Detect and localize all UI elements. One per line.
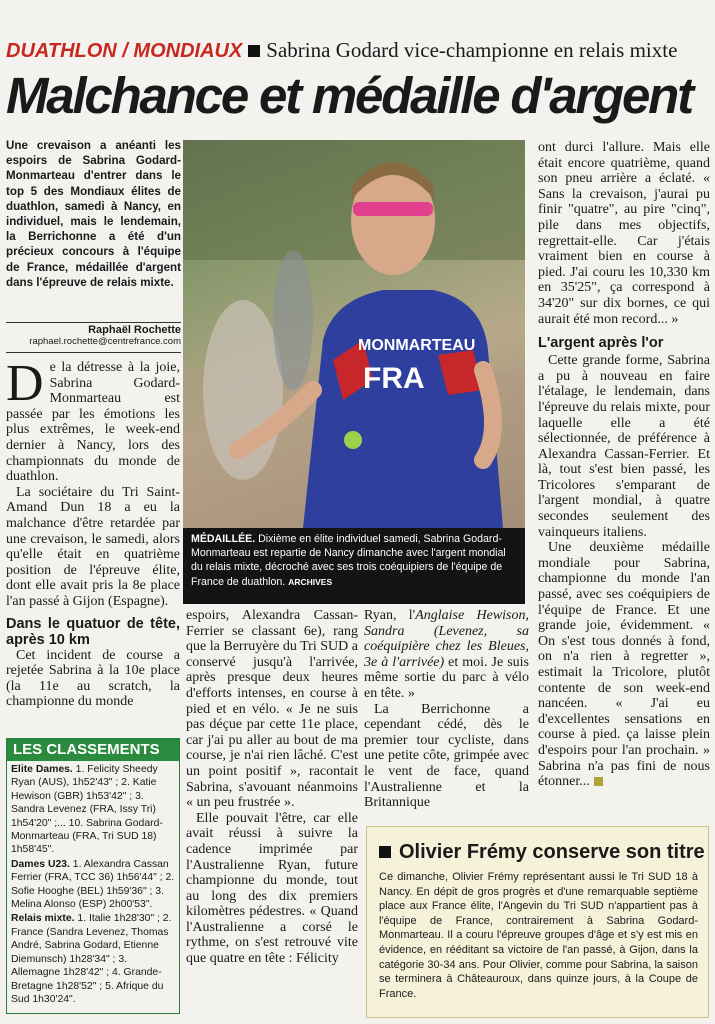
col4-subheading: L'argent après l'or — [538, 335, 664, 352]
column-2 — [186, 608, 358, 1018]
byline-top-rule — [6, 322, 181, 323]
col3-paragraph-2: La Berrichonne a cependant cédé, dès le premier tour cycliste, dans une petite côte, grimpée avec le vent de face, quand l'Australienne et la Britannique — [364, 701, 529, 811]
lede: Une crevaison a anéanti les espoirs de Sabrina Godard-Monmarteau d'entrer dans le top 5 des Mondiaux élites de duathlon, samedi à Nancy, en individuel, mais le lendemain, la Berrichonne a été d'un précieux concours à l'équipe de France, médaillée d'argent dans l'épreuve de relais mixte. — [6, 139, 181, 289]
photo-caption — [183, 528, 525, 604]
byline — [6, 324, 181, 347]
col3-text-a: Ryan, l' — [364, 608, 416, 623]
column-1 — [6, 360, 180, 736]
classement-relais-text: 1. Italie 1h28'30" ; 2. France (Sandra Levenez, Thomas André, Sabrina Godard, Etienne Diemunsch) 1h28'34" ; 3. Allemagne 1h28'42" ; 4. Grande-Bretagne 1h28'52" ; 5. Afrique du Sud 1h30'24". — [11, 913, 172, 1005]
col2-paragraph-2: Elle pouvait l'être, car elle avait réussi à suivre la cadence imprimée par l'Australienne Ryan, future championne du monde, tout au long des dix premiers kilomètres pédestres. « Quand l'Australienne a corsé le rythme, on s'est retrouvé vite que quatre en tête : Félicity — [186, 810, 358, 967]
caption-text: Dixième en élite individuel samedi, Sabrina Godard-Monmarteau est repartie de Nancy dimanche avec l'argent mondial du relais mixte, décroché avec ses trois coéquipiers de l'équipe de France de duathlon. — [191, 533, 506, 588]
classements-box — [6, 738, 180, 1014]
athlete-photo — [183, 140, 525, 528]
fremy-box — [366, 826, 709, 1018]
athlete-illustration — [183, 140, 525, 528]
byline-email: raphael.rochette@centrefrance.com — [29, 336, 181, 347]
col1-paragraph-2: La sociétaire du Tri Saint-Amand Dun 18 a eu la malchance d'être retardée par une crevaison, le samedi, alors qu'elle était en quatrième position de l'épreuve élite, dont elle avait pris la 8e place l'an passé à Gijon (Espagne). — [6, 484, 180, 609]
classement-elite-text: 1. Felicity Sheedy Ryan (AUS), 1h52'43" ; 2. Katie Hewison (GBR) 1h53'42" ; 3. Sandra Levenez (FRA, Issy Tri) 1h54'20" ;... 10. Sabrina Godard-Monmarteau (FRA, Tri SUD 18) 1h58'45". — [11, 764, 163, 856]
col2-paragraph-1: espoirs, Alexandra Cassan-Ferrier se classant 6e), rang que la Berruyère du Tri SUD a conservé jusqu'à l'arrivée, après presque deux heures d'efforts intenses, en course à pied et en vélo. « Je ne suis pas déçue par cette 11e place, car j'ai pu aller au bout de ma course, je n'ai rien lâché. C'est un point positif », racontait Sabrina, s'avouant néanmoins « un peu frustrée ». — [186, 608, 358, 811]
caption-credit: ARCHIVES — [288, 576, 333, 587]
kicker-sep: / — [116, 40, 134, 62]
classement-relais — [11, 912, 175, 1006]
drop-cap: D — [6, 360, 44, 412]
classements-title: LES CLASSEMENTS — [7, 739, 179, 761]
column-3 — [364, 608, 529, 822]
col1-paragraph-3: Cet incident de course a rejetée Sabrina à la 10e place (la 11e au scratch, la championne du monde — [6, 647, 180, 710]
classement-elite-label: Elite Dames. — [11, 764, 73, 775]
kicker-event: MONDIAUX — [133, 40, 243, 62]
kicker-sport: DUATHLON — [6, 40, 117, 62]
col3-text-italic: Anglaise Hewison, Sandra (Levenez, sa coéquipière chez les Bleues, 3e à l'arrivée) — [364, 608, 529, 670]
byline-bottom-rule — [6, 352, 181, 353]
end-of-article-icon — [594, 777, 603, 786]
caption-label: MÉDAILLÉE. — [191, 533, 256, 545]
fremy-text: Ce dimanche, Olivier Frémy représentant aussi le Tri SUD 18 à Nancy. En dépit de gros progrès et d'une remarquable septième place aux France élite, l'Angevin du Tri SUD n'appartient pas à l'équipe de France, contrairement à Sabrina Godard-Monmarteau. Il a couru l'épreuve groupes d'âge et s'y est mis en évidence, en rééditant sa victoire de l'an passé, à Gijon, dans la catégorie 30-34 ans. Pour Olivier, comme pour Sabrina, la saison se terminera à Châteauroux, dans quinze jours, à la Coupe de France. — [379, 871, 698, 1000]
square-bullet-icon — [379, 846, 391, 858]
col4-paragraph-2: Cette grande forme, Sabrina a pu à nouveau en faire l'étalage, le lendemain, dans l'épreuve du relais mixte, pour laquelle elle a été sélectionnée, de préférence à Alexandra Cassan-Ferrier. Et là, tout s'est bien passé, les Tricolores s'emparant de l'argent mondial, à quatre secondes seulement des vainqueurs italiens. — [538, 353, 710, 540]
bib-country-text: FRA — [363, 362, 425, 395]
square-bullet-icon — [248, 45, 260, 57]
col1-subheading: Dans le quatuor de tête, après 10 km — [6, 615, 180, 648]
column-4 — [538, 140, 710, 824]
kicker-subtitle: Sabrina Godard vice-championne en relais mixte — [266, 38, 678, 62]
classement-elite — [11, 763, 175, 857]
col4-paragraph-1: ont durci l'allure. Mais elle était encore quatrième, quand son pneu arrière a éclaté. « Sans la crevaison, j'aurai pu finir "quatre", au pire "cinq", pile dans mes objectifs, regrettait-elle. Car j'étais vraiment bien en course à pied. J'ai couru les 10,330 km en 35'25", ça correspond à 34'20" sur dix bornes, ce qui aurait été mon record... » — [538, 140, 710, 327]
bib-name-text: MONMARTEAU — [358, 337, 476, 354]
fremy-title-row — [367, 827, 708, 870]
classement-relais-label: Relais mixte. — [11, 913, 75, 925]
kicker — [6, 38, 711, 62]
fremy-title: Olivier Frémy conserve son titre — [399, 841, 705, 863]
headline: Malchance et médaille d'argent — [6, 67, 692, 124]
col1-paragraph-1: e la détresse à la joie, Sabrina Godard-Monmarteau est passée par les émotions les plus extrêmes, le week-end dernier à Nancy, lors des championnats du monde de duathlon. — [6, 360, 180, 485]
classement-u23-label: Dames U23. — [11, 858, 70, 870]
col4-paragraph-3: Une deuxième médaille mondiale pour Sabrina, championne du monde l'an passé, avec ses coéquipiers de l'équipe de France. Et une grande joie, évidemment. « On s'est tous donnés à fond, on n'a rien à regretter », estimait la Tricolore, plutôt contente de son week-end nancéen. « J'ai eu d'excellentes sensations en course à pied. ça laisse plein d'espoirs pour l'an prochain. » Sabrina n'a pas fini de nous étonner... — [538, 540, 710, 790]
classement-u23-text: 1. Alexandra Cassan Ferrier (FRA, TCC 36) 1h56'44" ; 2. Sofie Hooghe (BEL) 1h59'36" ; 3. Melina Alonso (ESP) 2h00'53". — [11, 858, 175, 911]
col3-text-b: et moi. Je suis même sortie du parc à vélo en tête. » — [364, 654, 529, 701]
classements-body — [7, 761, 179, 1009]
classement-u23 — [11, 858, 175, 912]
byline-name: Raphaël Rochette — [88, 324, 181, 336]
